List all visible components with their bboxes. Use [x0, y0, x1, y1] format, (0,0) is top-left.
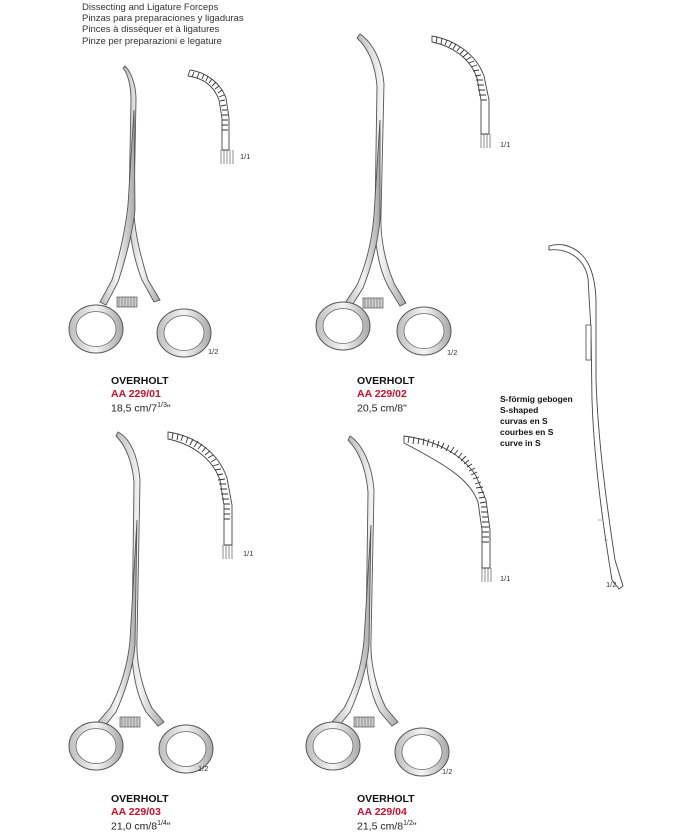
scale-half-229-03: 1/2 [198, 764, 209, 773]
note-line-fr: courbes en S [500, 427, 554, 437]
product-size: 18,5 $cm/7^{1/3}$" [111, 402, 171, 415]
note-line-es: curvas en S [500, 416, 548, 426]
note-line-it: curve in S [500, 438, 541, 448]
product-code: AA 229/02 [357, 387, 407, 400]
tip-detail-229-01 [188, 70, 233, 164]
product-size: 21,0 $cm/8^{1/4}$" [111, 820, 171, 833]
product-code: AA 229/04 [357, 805, 407, 818]
product-size: 20,5 cm/8" [357, 402, 407, 415]
product-caption-229-01 [111, 375, 171, 415]
header-line-de-en: Dissecting and Ligature Forceps [82, 2, 219, 13]
scale-half-229-01: 1/2 [208, 347, 219, 356]
scale-half-229-02: 1/2 [447, 348, 458, 357]
forceps-229-03 [69, 432, 213, 773]
note-line-en: S-shaped [500, 405, 539, 415]
scale-full-229-03: 1/1 [243, 549, 254, 558]
product-code: AA 229/03 [111, 805, 161, 818]
product-name: OVERHOLT [111, 375, 169, 387]
header-line-es: Pinzas para preparaciones y ligaduras [82, 13, 244, 25]
scale-full-229-01: 1/1 [240, 152, 251, 161]
product-code: AA 229/01 [111, 387, 161, 400]
product-size: 21,5 $cm/8^{1/2}$" [357, 820, 417, 833]
tip-detail-229-03 [168, 432, 232, 559]
product-name: OVERHOLT [111, 793, 169, 805]
forceps-229-02 [316, 34, 451, 355]
scale-full-229-02: 1/1 [500, 140, 511, 149]
scale-half-229-04: 1/2 [442, 767, 453, 776]
header-line-it: Pinze per preparazioni e legature [82, 35, 222, 47]
forceps-229-01 [69, 66, 211, 357]
header-line-fr: Pinces à disséquer et à ligatures [82, 24, 220, 36]
product-caption-229-02 [357, 375, 415, 415]
scale-full-229-04: 1/1 [500, 574, 511, 583]
tip-detail-229-02 [432, 36, 490, 148]
product-name: OVERHOLT [357, 793, 415, 805]
tip-detail-229-04 [404, 436, 491, 582]
product-caption-229-04 [357, 793, 417, 833]
product-caption-229-03 [111, 793, 171, 833]
forceps-229-04 [306, 436, 449, 776]
product-name: OVERHOLT [357, 375, 415, 387]
scale-half-s-shaped: 1/2 [606, 580, 617, 589]
note-line-de: S-förmig gebogen [500, 394, 573, 404]
s-shaped-note [500, 394, 573, 449]
